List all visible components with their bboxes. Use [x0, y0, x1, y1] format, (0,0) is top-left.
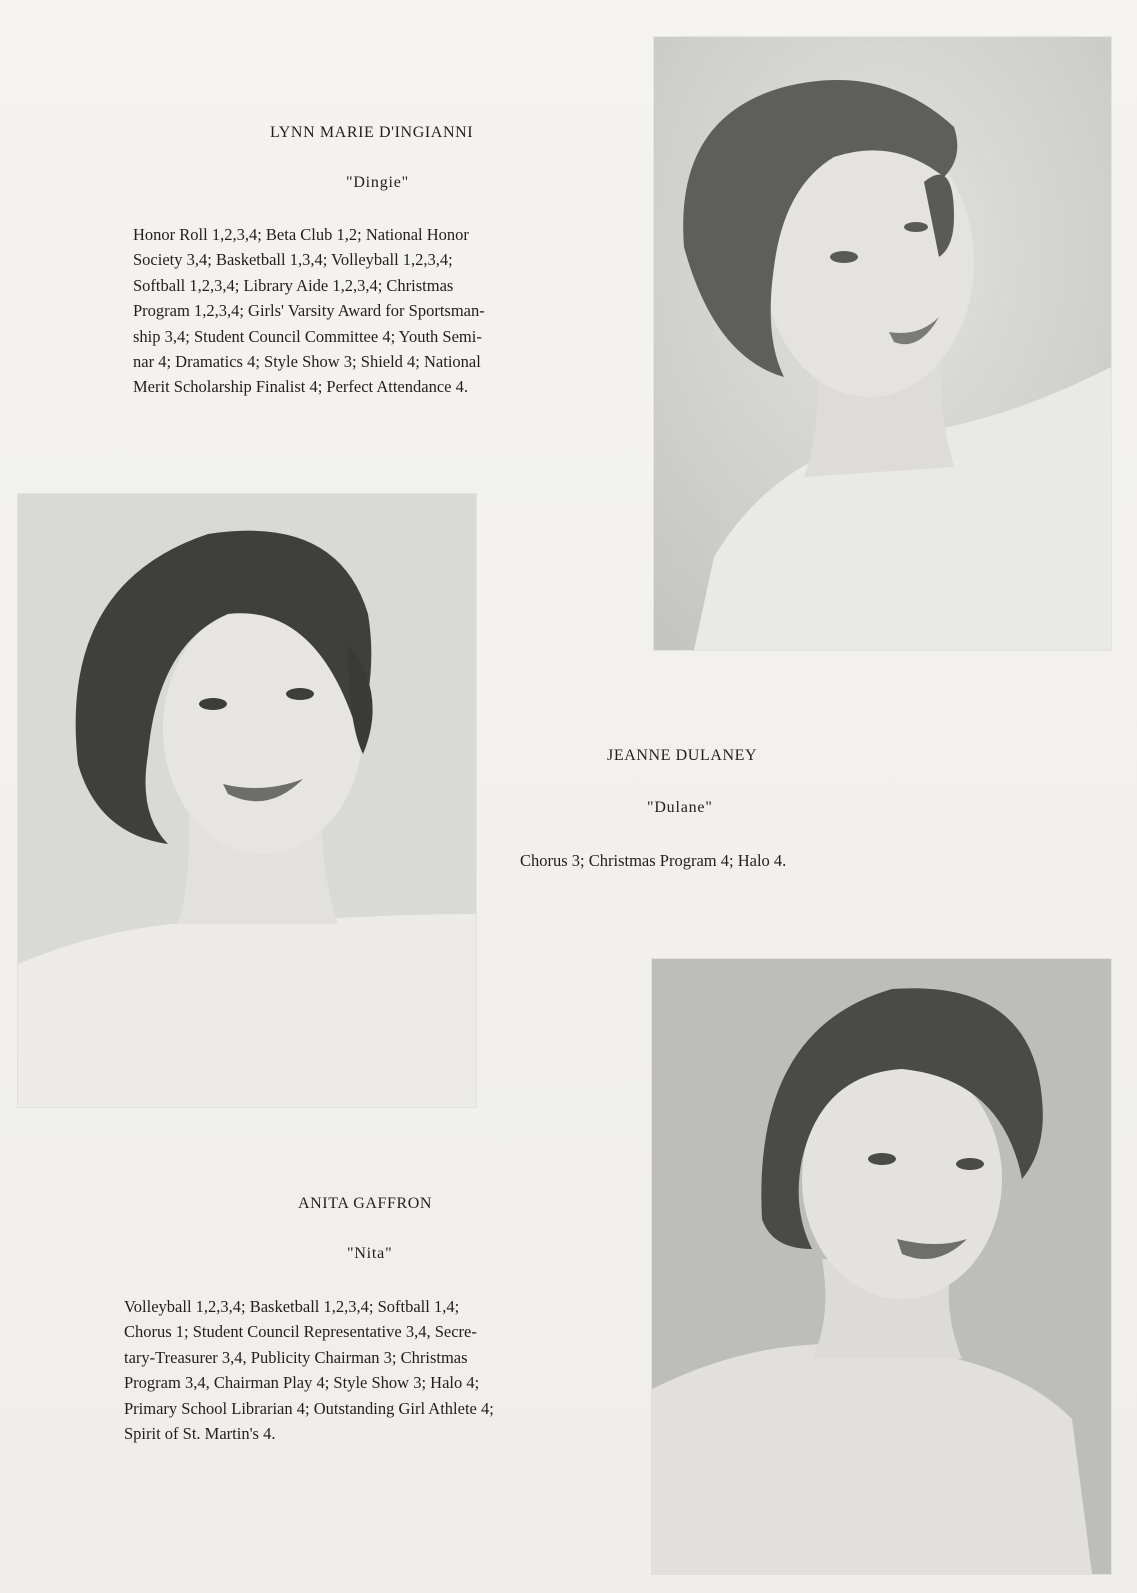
student-name: ANITA GAFFRON: [298, 1195, 433, 1212]
activities-line: Softball 1,2,3,4; Library Aide 1,2,3,4; Christmas: [133, 275, 454, 295]
activities-line: Merit Scholarship Finalist 4; Perfect Attendance 4.: [133, 377, 468, 397]
student-activities: [124, 1294, 494, 1446]
student-name: JEANNE DULANEY: [607, 747, 758, 764]
activities-line: Primary School Librarian 4; Outstanding Girl Athlete 4;: [124, 1398, 494, 1418]
activities-line: nar 4; Dramatics 4; Style Show 3; Shield 4; National: [133, 352, 481, 372]
student-activities: [133, 222, 485, 400]
student-nickname: "Nita": [347, 1245, 393, 1262]
activities-line: Program 1,2,3,4; Girls' Varsity Award for Sportsman-: [133, 301, 485, 321]
student-name: LYNN MARIE D'INGIANNI: [270, 124, 474, 141]
activities-line: Chorus 1; Student Council Representative 3,4, Secre-: [124, 1322, 477, 1342]
activities-line: Society 3,4; Basketball 1,3,4; Volleyball 1,2,3,4;: [133, 250, 453, 270]
activities-line: Spirit of St. Martin's 4.: [124, 1424, 276, 1444]
activities-line: Volleyball 1,2,3,4; Basketball 1,2,3,4; Softball 1,4;: [124, 1297, 460, 1316]
student-nickname: "Dingie": [346, 174, 410, 191]
activities-line: tary-Treasurer 3,4, Publicity Chairman 3; Christmas: [124, 1347, 468, 1367]
portrait-photo-anita: [652, 959, 1111, 1574]
activities-line: Program 3,4, Chairman Play 4; Style Show 3; Halo 4;: [124, 1373, 480, 1393]
activities-line: Chorus 3; Christmas Program 4; Halo 4.: [520, 851, 787, 870]
student-nickname: "Dulane": [647, 799, 713, 816]
portrait-photo-jeanne: [18, 494, 476, 1107]
student-activities: [520, 848, 786, 873]
activities-line: ship 3,4; Student Council Committee 4; Youth Semi-: [133, 326, 482, 346]
portrait-photo-lynn: [654, 37, 1111, 650]
activities-line: Honor Roll 1,2,3,4; Beta Club 1,2; National Honor: [133, 225, 469, 244]
